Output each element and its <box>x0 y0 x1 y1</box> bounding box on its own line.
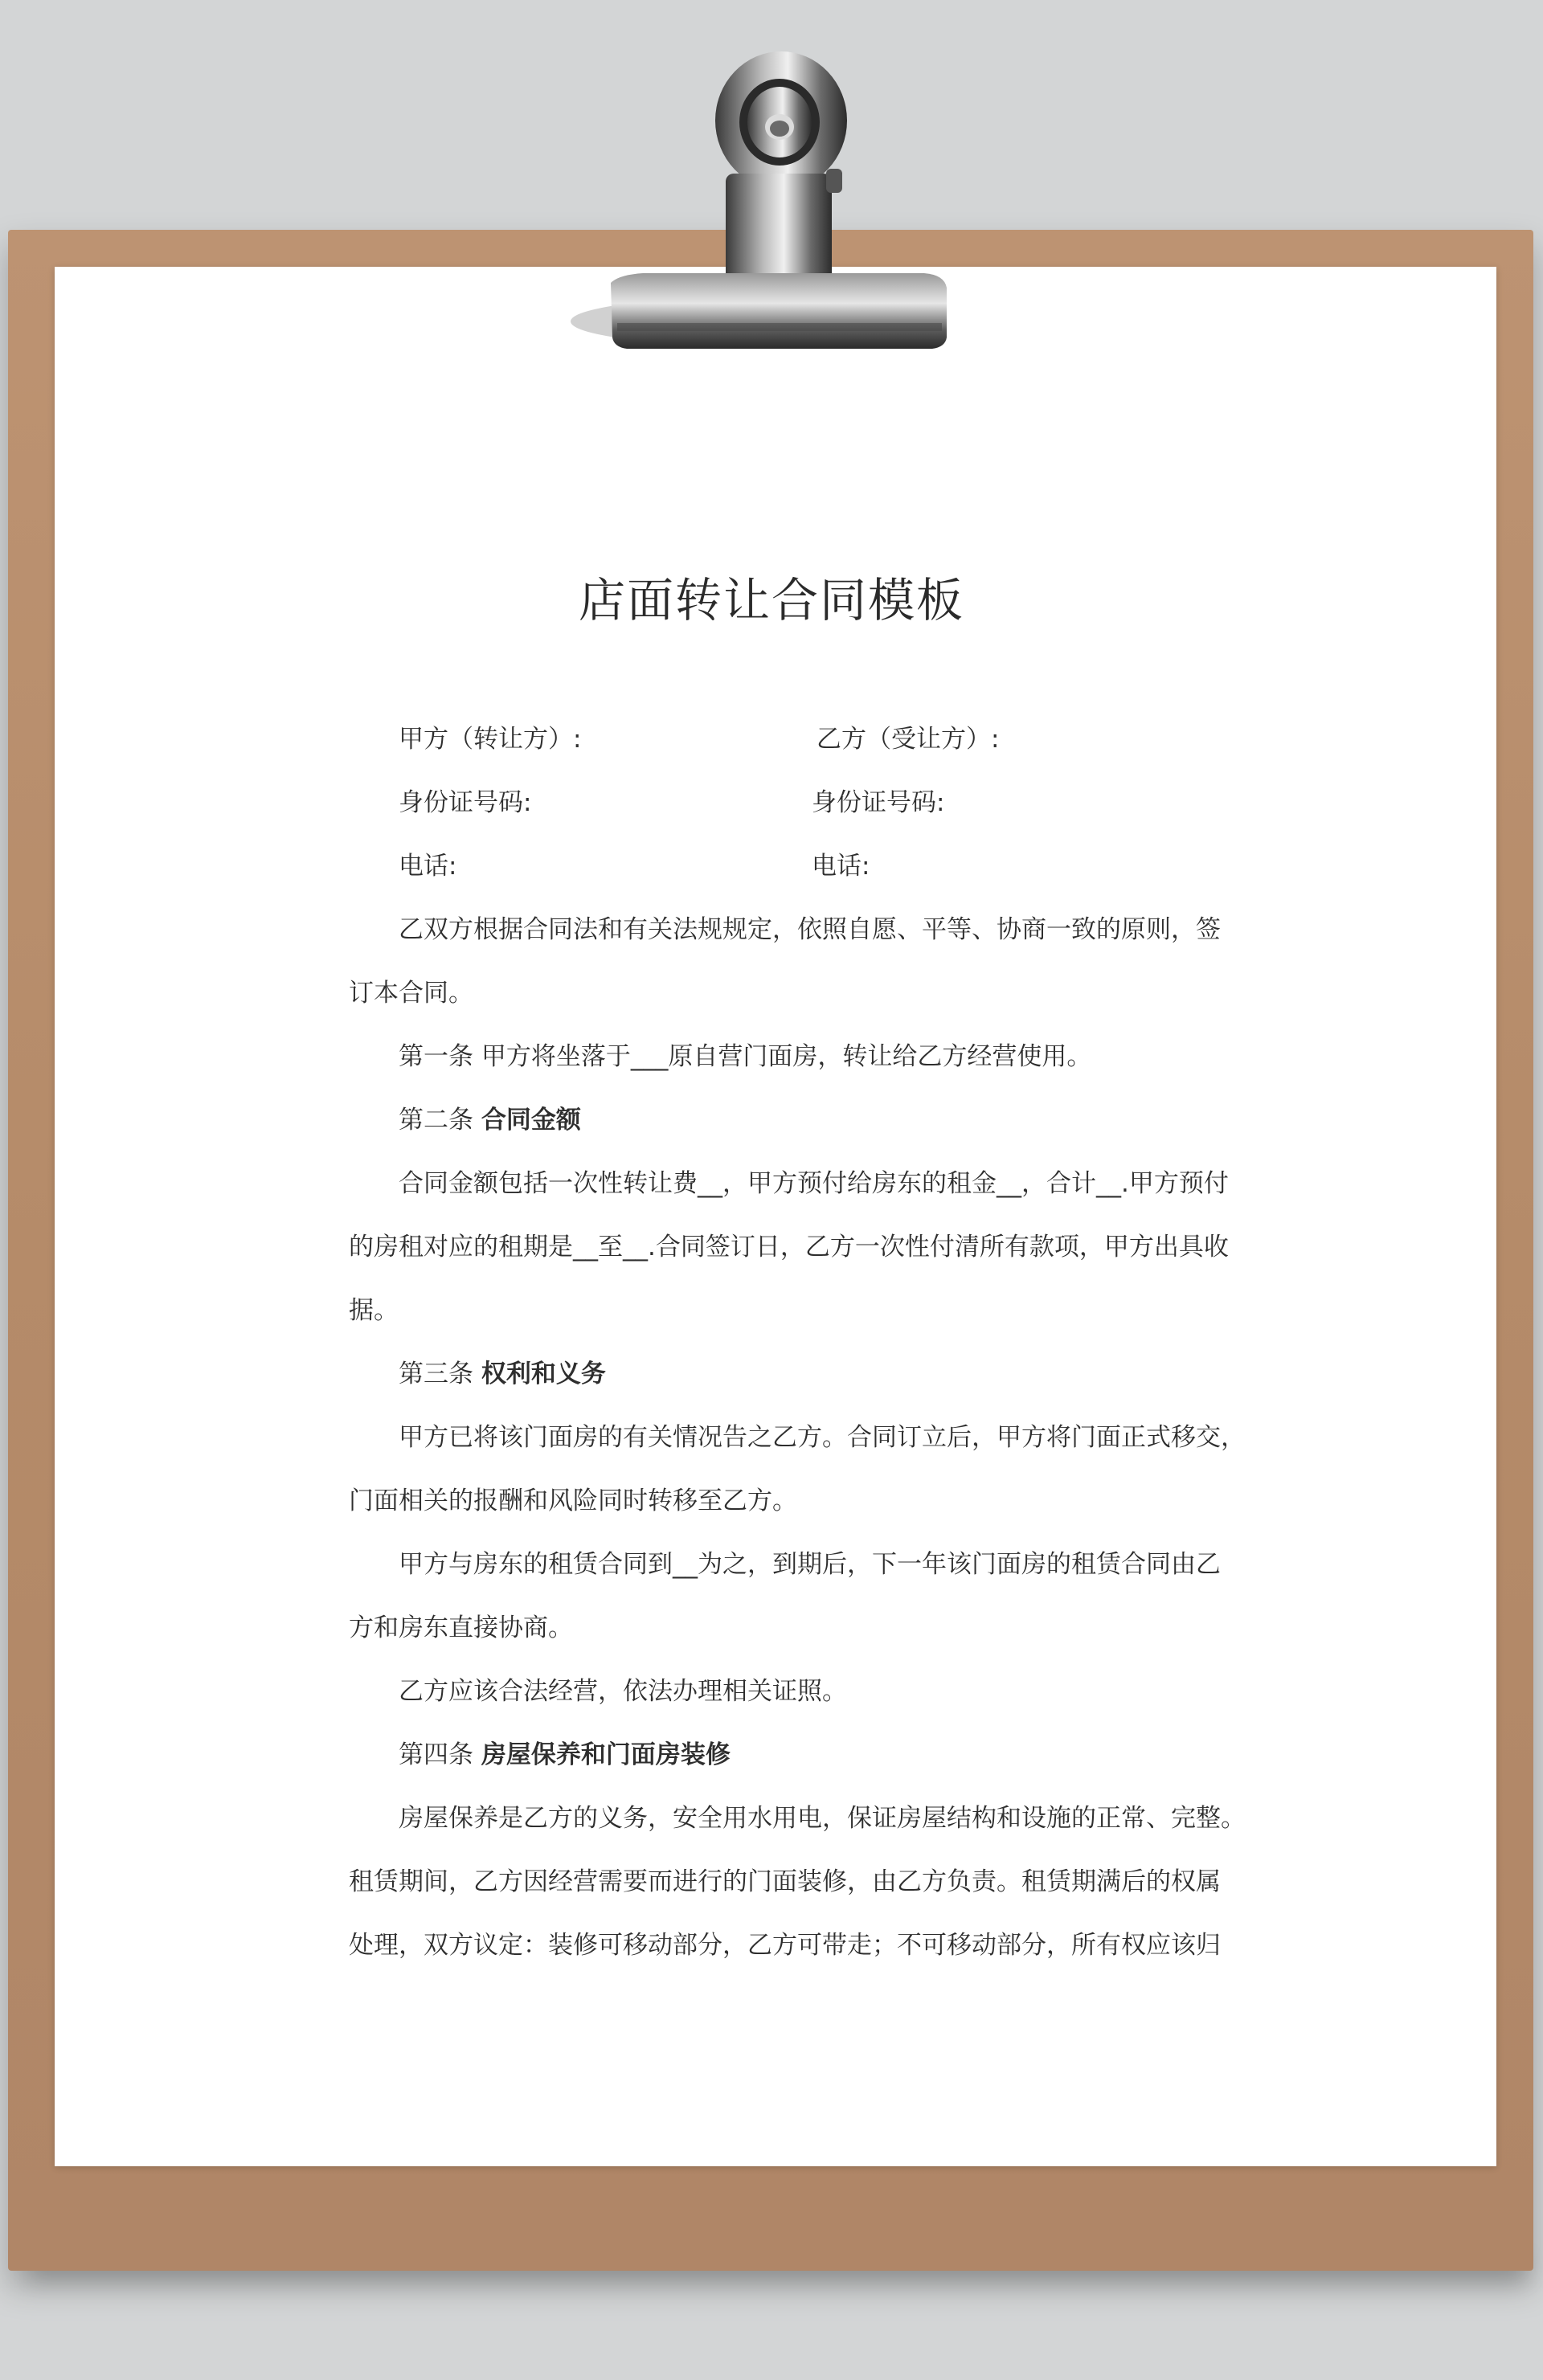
article-4-title: 房屋保养和门面房装修 <box>481 1740 731 1769</box>
document-title: 店面转让合同模板 <box>578 573 964 628</box>
intro-line-1: 乙双方根据合同法和有关法规规定，依照自愿、平等、协商一致的原则，签 <box>399 915 1221 944</box>
article-3-heading <box>399 1358 606 1390</box>
article-4-heading <box>399 1739 731 1771</box>
article-2-line-2: 的房租对应的租期是__至__.合同签订日，乙方一次性付清所有款项，甲方出具收 <box>349 1233 1229 1262</box>
article-1: 第一条 甲方将坐落于___原自营门面房，转让给乙方经营使用。 <box>399 1042 1092 1071</box>
article-2-title: 合同金额 <box>481 1106 581 1135</box>
article-3-p2-line-2: 方和房东直接协商。 <box>349 1613 573 1642</box>
binder-clip-icon <box>0 0 1543 370</box>
article-3-p1-line-1: 甲方已将该门面房的有关情况告之乙方。合同订立后，甲方将门面正式移交， <box>399 1423 1246 1452</box>
article-4-prefix: 第四条 <box>399 1740 481 1769</box>
article-2-heading <box>399 1104 581 1136</box>
article-3-p3: 乙方应该合法经营，依法办理相关证照。 <box>399 1677 847 1706</box>
article-2-line-3: 据。 <box>349 1296 399 1325</box>
id-b-label: 身份证号码: <box>812 788 945 817</box>
party-b-label: 乙方（受让方）: <box>817 725 1000 754</box>
article-3-p2-line-1: 甲方与房东的租赁合同到__为之，到期后，下一年该门面房的租赁合同由乙 <box>399 1550 1221 1579</box>
article-4-line-3: 处理，双方议定：装修可移动部分，乙方可带走；不可移动部分，所有权应该归 <box>349 1931 1221 1960</box>
party-a-label: 甲方（转让方）: <box>399 725 582 754</box>
article-2-prefix: 第二条 <box>399 1106 481 1135</box>
article-3-p1-line-2: 门面相关的报酬和风险同时转移至乙方。 <box>349 1486 797 1515</box>
article-2-line-1: 合同金额包括一次性转让费__，甲方预付给房东的租金__，合计__.甲方预付 <box>399 1169 1229 1198</box>
article-4-line-1: 房屋保养是乙方的义务，安全用水用电，保证房屋结构和设施的正常、完整。 <box>399 1804 1246 1833</box>
article-4-line-2: 租赁期间，乙方因经营需要而进行的门面装修，由乙方负责。租赁期满后的权属 <box>349 1867 1221 1896</box>
phone-b-label: 电话: <box>812 852 870 881</box>
article-3-title: 权利和义务 <box>481 1360 606 1388</box>
id-a-label: 身份证号码: <box>399 788 532 817</box>
phone-a-label: 电话: <box>399 852 457 881</box>
intro-line-2: 订本合同。 <box>349 979 473 1008</box>
article-3-prefix: 第三条 <box>399 1360 481 1388</box>
